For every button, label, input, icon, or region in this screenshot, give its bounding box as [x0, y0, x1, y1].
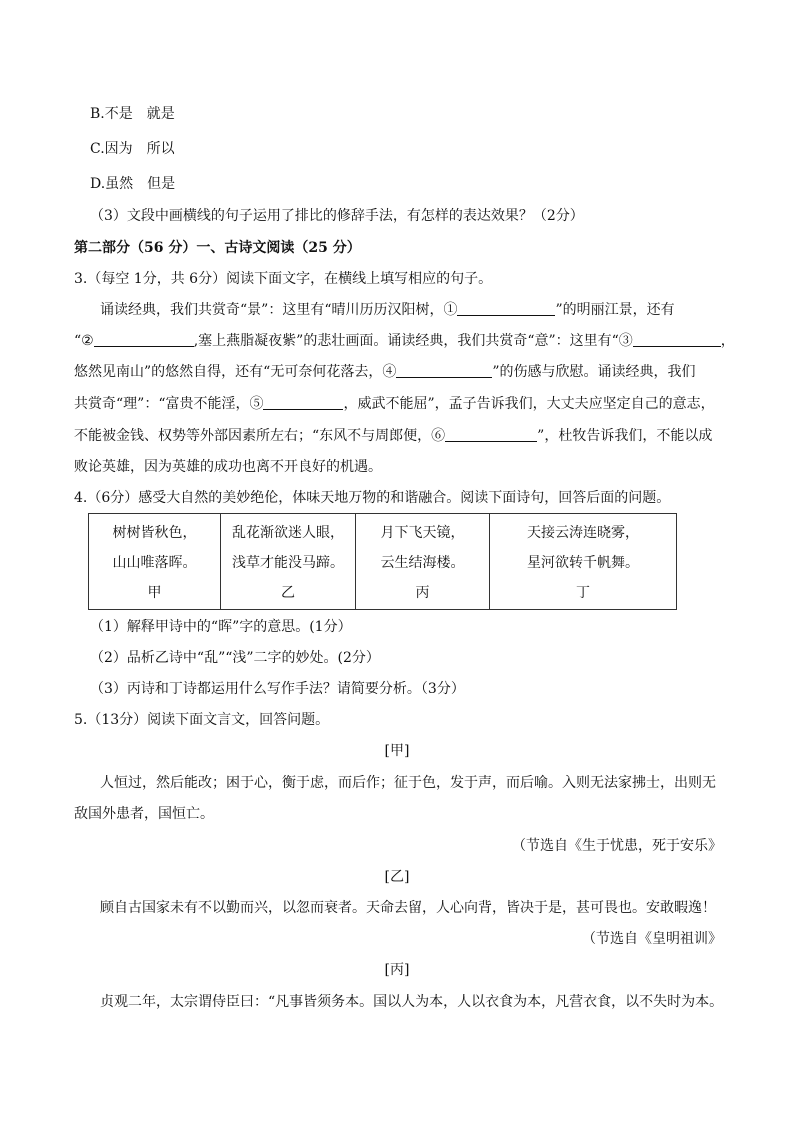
text-segment: 共赏奇“理”：“富贵不能淫，⑤ — [74, 396, 264, 412]
passage-jia-text: 人恒过，然后能改；困于心，衡于虑，而后作；征于色，发于声，而后喻。入则无法家拂士，出则无 — [100, 775, 716, 791]
poem-cell-bing — [356, 514, 490, 610]
question-5-stem: 5.（13分）阅读下面文言文，回答问题。 — [74, 712, 330, 728]
poem-cell-ding — [490, 514, 677, 610]
question-4-1: （1）解释甲诗中的“晖”字的意思。(1分） — [90, 619, 352, 635]
passage-bing-text: 贞观二年，太宗谓侍臣曰：“凡事皆须务本。国以人为本，人以衣食为本，凡营衣食，以不失时为本。 — [100, 994, 724, 1010]
question-3-line — [100, 300, 675, 320]
answer-blank-6[interactable] — [445, 427, 537, 442]
question-3-line — [74, 394, 715, 414]
answer-blank-4[interactable] — [396, 363, 492, 378]
text-segment: 诵读经典，我们共赏奇“景”：这里有“晴川历历汉阳树，① — [100, 302, 458, 318]
poem-line: 云生结海楼。 — [380, 555, 465, 571]
poem-label: 乙 — [281, 585, 295, 601]
question-3-line — [74, 331, 735, 351]
question-2-3: （3）文段中画横线的句子运用了排比的修辞手法，有怎样的表达效果？（2分） — [90, 208, 584, 224]
text-segment: ”，杜牧告诉我们，不能以成 — [537, 428, 713, 444]
passage-label-bing: [丙] — [384, 962, 410, 978]
text-segment: “② — [74, 333, 94, 349]
question-3-line: 败论英雄，因为英雄的成功也离不开良好的机遇。 — [74, 459, 382, 475]
text-segment: ,塞上燕脂凝夜紫”的悲壮画面。诵读经典，我们共赏奇“意”：这里有“③ — [193, 333, 633, 349]
text-segment: ”的伤感与欣慰。诵读经典，我们 — [492, 364, 696, 380]
passage-yi-text: 顾自古国家未有不以勤而兴，以忽而衰者。天命去留，人心向背，皆决于是，甚可畏也。安敢暇逸！ — [100, 900, 716, 916]
option-b: B.不是 就是 — [90, 106, 175, 122]
answer-blank-3[interactable] — [633, 332, 721, 347]
answer-blank-5[interactable] — [263, 395, 343, 410]
poem-label: 丁 — [576, 585, 590, 601]
question-4-stem: 4.（6分）感受大自然的美妙绝伦，体味天地万物的和谐融合。阅读下面诗句，回答后面的问题。 — [74, 490, 671, 506]
question-3-line — [74, 362, 696, 382]
passage-jia-citation: （节选自《生于忧患，死于安乐》 — [512, 838, 722, 854]
answer-blank-1[interactable] — [457, 301, 555, 316]
answer-blank-2[interactable] — [94, 332, 194, 347]
poem-line: 天接云涛连晓雾， — [527, 525, 639, 541]
question-3-stem: 3.（每空 1分，共 6分）阅读下面文字，在横线上填写相应的句子。 — [74, 271, 493, 287]
passage-label-jia: [甲] — [384, 743, 410, 759]
poem-line: 月下飞天镜， — [380, 525, 465, 541]
passage-jia-text: 敌国外患者，国恒亡。 — [74, 806, 214, 822]
text-segment: ，威武不能屈”，孟子告诉我们，大丈夫应坚定自己的意志， — [343, 396, 715, 412]
passage-yi-citation: （节选自《皇明祖训》 — [582, 931, 722, 947]
text-segment: ”的明丽江景，还有 — [555, 302, 675, 318]
question-3-line — [74, 426, 712, 446]
option-d: D.虽然 但是 — [90, 176, 176, 192]
question-4-2: （2）品析乙诗中“乱”“浅”二字的妙处。(2分） — [90, 650, 380, 666]
poem-line: 浅草才能没马蹄。 — [232, 555, 344, 571]
text-segment: 不能被金钱、权势等外部因素所左右；“东风不与周郎便，⑥ — [74, 428, 446, 444]
question-4-3: （3）丙诗和丁诗都运用什么写作手法？请简要分析。（3分） — [90, 681, 465, 697]
poem-label: 甲 — [147, 585, 162, 601]
option-c: C.因为 所以 — [90, 141, 175, 157]
poem-cell-jia — [89, 514, 221, 610]
text-segment: ， — [720, 333, 735, 349]
poem-line: 星河欲转千帆舞。 — [527, 555, 639, 571]
poem-line: 山山唯落晖。 — [112, 555, 197, 571]
poem-line: 树树皆秋色， — [112, 525, 197, 541]
poem-table — [88, 513, 677, 610]
poem-cell-yi — [221, 514, 356, 610]
part-two-header: 第二部分（56 分）一、古诗文阅读（25 分） — [74, 240, 361, 256]
passage-label-yi: [乙] — [384, 869, 410, 885]
poem-line: 乱花渐欲迷人眼， — [232, 525, 344, 541]
text-segment: 悠然见南山”的悠然自得，还有“无可奈何花落去，④ — [74, 364, 397, 380]
poem-label: 丙 — [415, 585, 430, 601]
